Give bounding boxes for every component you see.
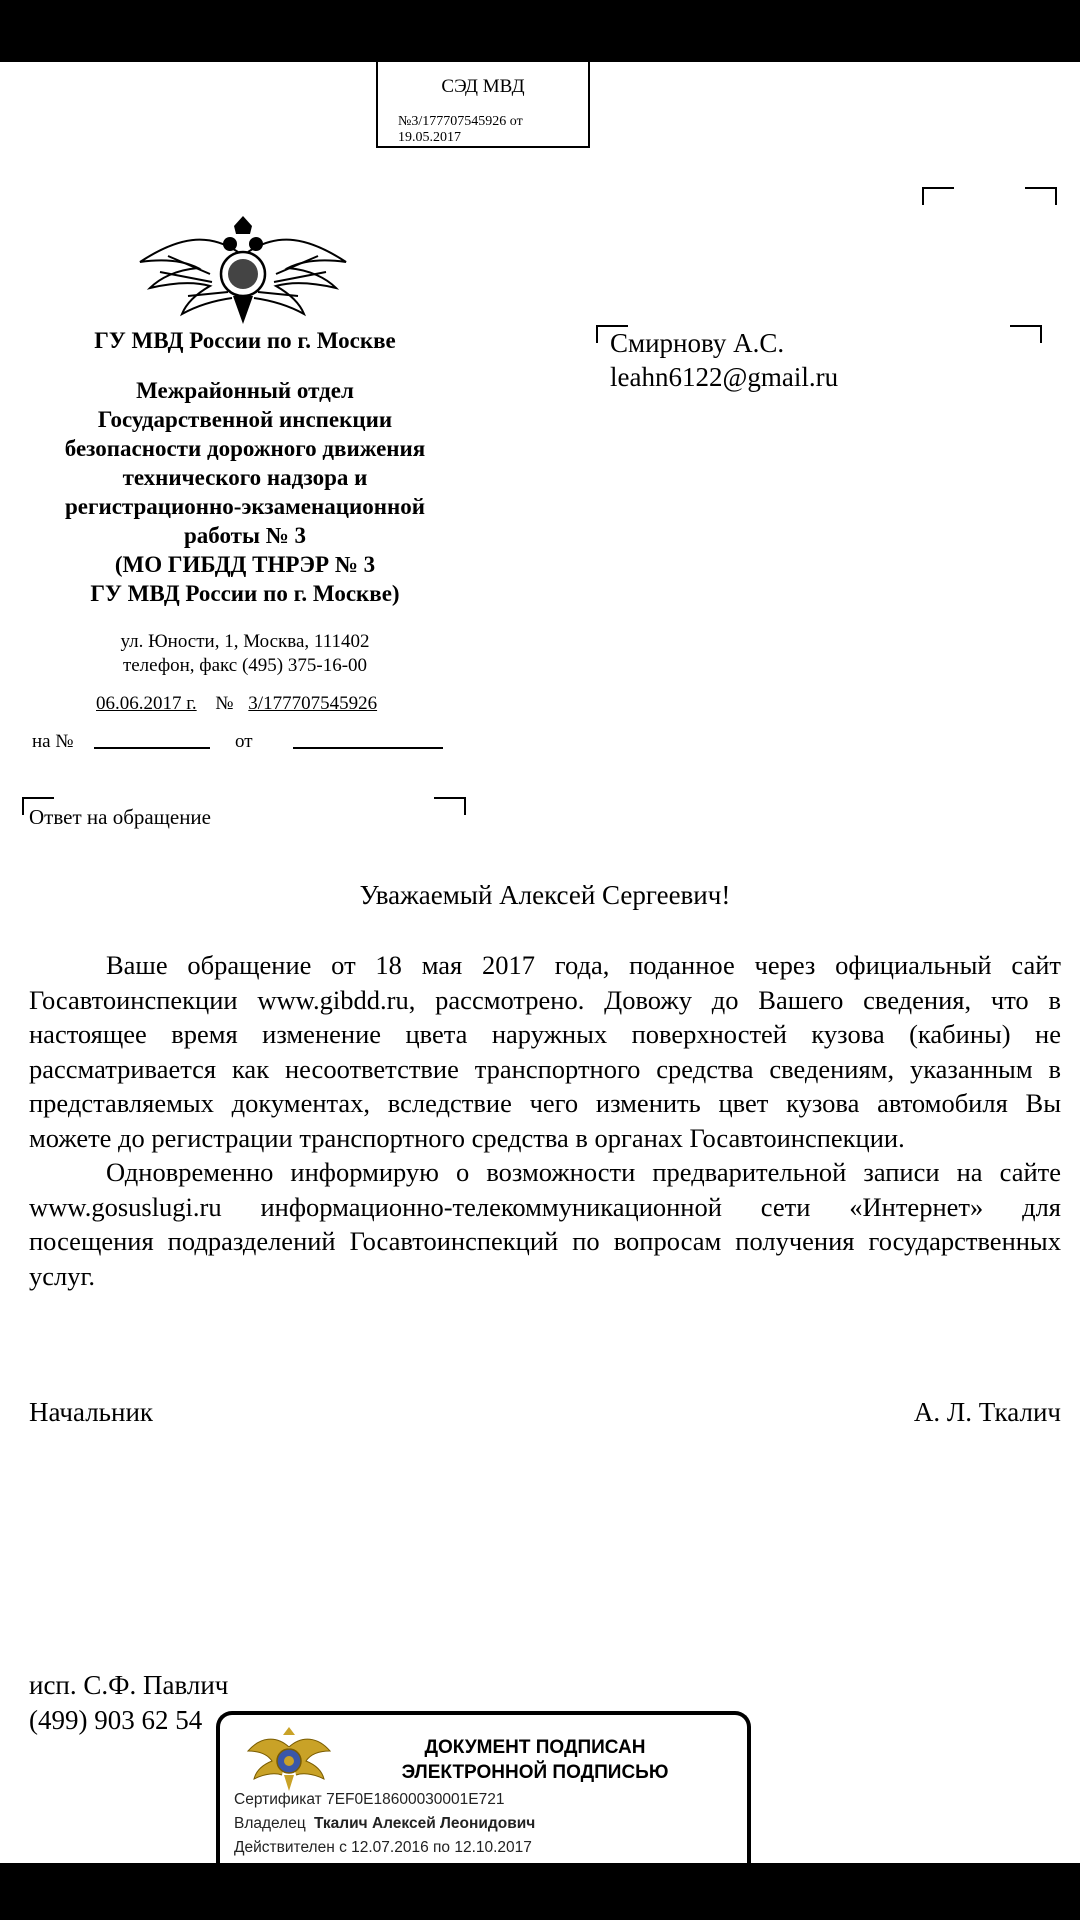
stamp-title-line: ЭЛЕКТРОННОЙ ПОДПИСЬЮ	[401, 1762, 669, 1783]
recipient-block	[610, 326, 838, 394]
corner-bracket-tr	[434, 797, 466, 815]
body-paragraph: Ваше обращение от 18 мая 2017 года, поданное через официальный сайт Госавтоинспекции www.gibdd.ru, рассмотрено. Довожу до Вашего сведения, что в настоящее время изменение цвета наружных поверхностей кузова (кабины) не рассматривается как несоответствие транспортного средства сведениям, указанным в представляемых документах, вследствие чего изменить цвет кузова автомобиля Вы можете до регистрации транспортного средства в органах Госавтоинспекции.	[29, 950, 1061, 1153]
letter-body	[29, 948, 1061, 1293]
greeting: Уважаемый Алексей Сергеевич!	[359, 880, 731, 910]
incoming-from-label: от	[234, 731, 253, 752]
recipient-email: leahn6122@gmail.ru	[610, 362, 839, 392]
dept-line: технического надзора и	[122, 465, 368, 490]
dept-line: работы № 3	[183, 523, 307, 548]
corner-bracket-tr	[1010, 325, 1042, 343]
executor-block	[29, 1668, 228, 1738]
body-paragraph: Одновременно информирую о возможности предварительной записи на сайте www.gosuslugi.ru информационно-телекоммуникационной сети «Интернет» для посещения подразделений Госавтоинспекций по вопросам получения государственных услуг.	[29, 1157, 1061, 1291]
dept-line: Государственной инспекции	[97, 407, 393, 432]
dept-line: ГУ МВД России по г. Москве)	[90, 581, 400, 606]
sed-title: СЭД МВД	[441, 76, 525, 97]
stamp-title-line: ДОКУМЕНТ ПОДПИСАН	[424, 1737, 646, 1758]
letter-page	[0, 62, 1080, 1863]
org-address: ул. Юности, 1, Москва, 111402	[120, 631, 370, 652]
mvd-eagle-emblem-icon	[138, 212, 348, 330]
corner-bracket-tr	[1025, 187, 1057, 205]
incoming-date-blank	[293, 747, 443, 749]
stamp-validity: Действителен с 12.07.2016 по 12.10.2017	[234, 1839, 532, 1856]
e-signature-stamp	[216, 1711, 751, 1863]
signer-name: А. Л. Ткалич	[913, 1397, 1061, 1427]
dept-line: (МО ГИБДД ТНРЭР № 3	[114, 552, 376, 577]
incoming-number-blank	[94, 747, 210, 749]
address-block	[20, 630, 470, 678]
org-phone: телефон, факс (495) 375-16-00	[122, 655, 368, 676]
stamp-owner	[234, 1815, 535, 1833]
sed-registration-box	[376, 62, 590, 148]
certificate-value: 7EF0E18600030001E721	[326, 1791, 505, 1808]
signature-row	[29, 1397, 1061, 1428]
dept-line: Межрайонный отдел	[136, 378, 354, 403]
stamp-title	[350, 1735, 720, 1785]
mvd-emblem-icon	[246, 1725, 332, 1795]
dept-line: регистрационно-экзаменационной	[65, 494, 425, 519]
sed-number: №3/177707545926 от	[398, 114, 523, 129]
executor-name: исп. С.Ф. Павлич	[29, 1670, 229, 1700]
executor-phone: (499) 903 62 54	[29, 1705, 203, 1735]
corner-bracket-tl	[922, 187, 954, 205]
incoming-number-label: на №	[32, 731, 74, 752]
number-label: №	[215, 693, 234, 714]
certificate-label: Сертификат	[234, 1791, 322, 1808]
owner-label: Владелец	[234, 1815, 306, 1832]
dept-line: безопасности дорожного движения	[64, 436, 426, 461]
signer-position: Начальник	[29, 1397, 154, 1427]
department-block	[20, 376, 470, 608]
owner-value: Ткалич Алексей Леонидович	[314, 1815, 536, 1832]
recipient-name: Смирнову А.С.	[610, 328, 785, 358]
stamp-certificate	[234, 1791, 505, 1809]
org-name: ГУ МВД России по г. Москве	[94, 328, 396, 353]
outgoing-ref-line	[96, 693, 377, 715]
sed-date: 19.05.2017	[398, 130, 461, 145]
incoming-ref-line	[32, 731, 443, 753]
outgoing-number: 3/177707545926	[248, 693, 378, 714]
outgoing-date: 06.06.2017 г.	[96, 693, 197, 714]
subject-line: Ответ на обращение	[29, 805, 211, 829]
